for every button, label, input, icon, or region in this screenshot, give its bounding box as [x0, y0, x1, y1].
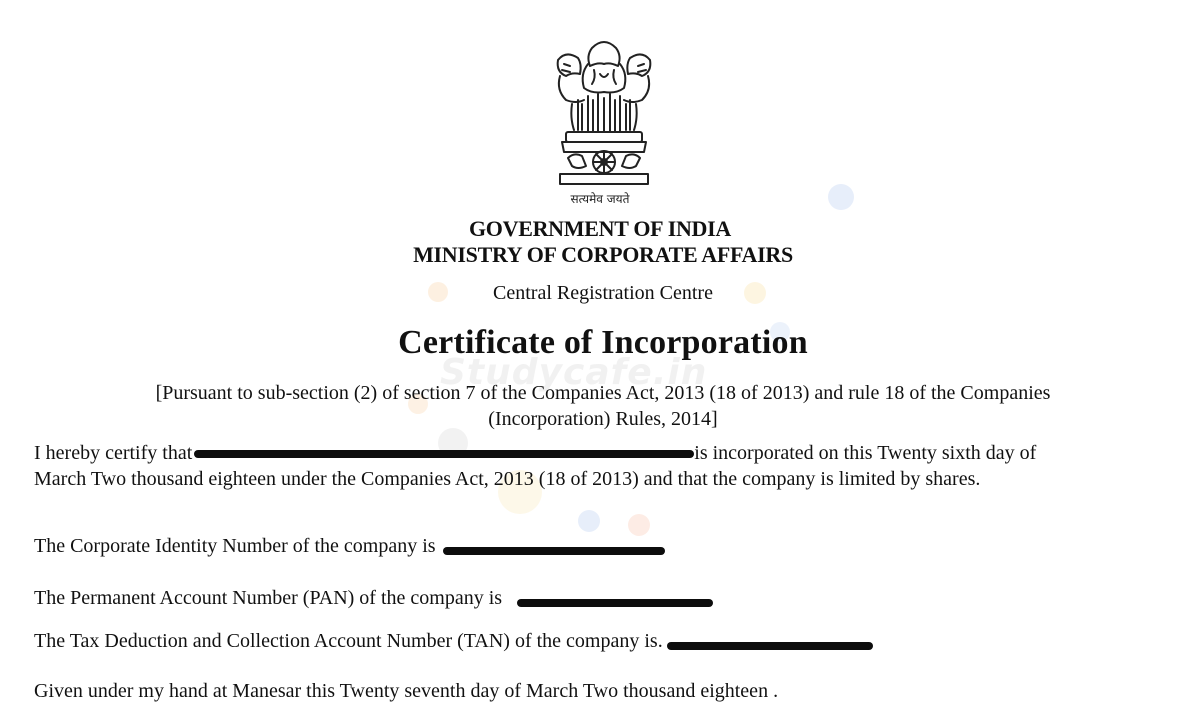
certify-line-2: March Two thousand eighteen under the Companies Act, 2013 (18 of 2013) and that the company is limited by shares.: [34, 468, 981, 490]
tan-label: The Tax Deduction and Collection Account Number (TAN) of the company is.: [34, 630, 663, 652]
pursuant-line-2: (Incorporation) Rules, 2014]: [488, 408, 718, 430]
certify-prefix: I hereby certify that: [34, 442, 193, 464]
certificate-title: Certificate of Incorporation: [398, 324, 808, 361]
certify-line-1: [34, 440, 1036, 466]
watermark-dot: [578, 510, 600, 532]
redacted-tan: [667, 642, 873, 650]
given-under-hand-line: Given under my hand at Manesar this Twenty seventh day of March Two thousand eighteen .: [34, 680, 779, 702]
government-heading: GOVERNMENT OF INDIA: [469, 216, 731, 241]
cin-label: The Corporate Identity Number of the company is: [34, 535, 436, 557]
ashoka-lion-capital-icon: [548, 34, 660, 194]
national-motto: सत्यमेव जयते: [570, 192, 630, 206]
cin-line: [34, 533, 665, 559]
pursuant-clause: [50, 380, 1156, 432]
redacted-pan: [517, 599, 713, 607]
redacted-company-name: [194, 450, 694, 458]
certify-suffix: is incorporated on this Twenty sixth day of: [694, 442, 1037, 464]
registration-centre: Central Registration Centre: [493, 282, 713, 304]
redacted-cin: [443, 547, 665, 555]
pursuant-line-1: [Pursuant to sub-section (2) of section 7 of the Companies Act, 2013 (18 of 2013) and rule 18 of the Companies: [155, 382, 1051, 404]
ministry-heading: MINISTRY OF CORPORATE AFFAIRS: [413, 242, 793, 267]
pan-line: [34, 585, 713, 611]
watermark-text: Studycafe.in: [440, 352, 708, 393]
pan-label: The Permanent Account Number (PAN) of the company is: [34, 587, 503, 609]
tan-line: [34, 628, 873, 654]
